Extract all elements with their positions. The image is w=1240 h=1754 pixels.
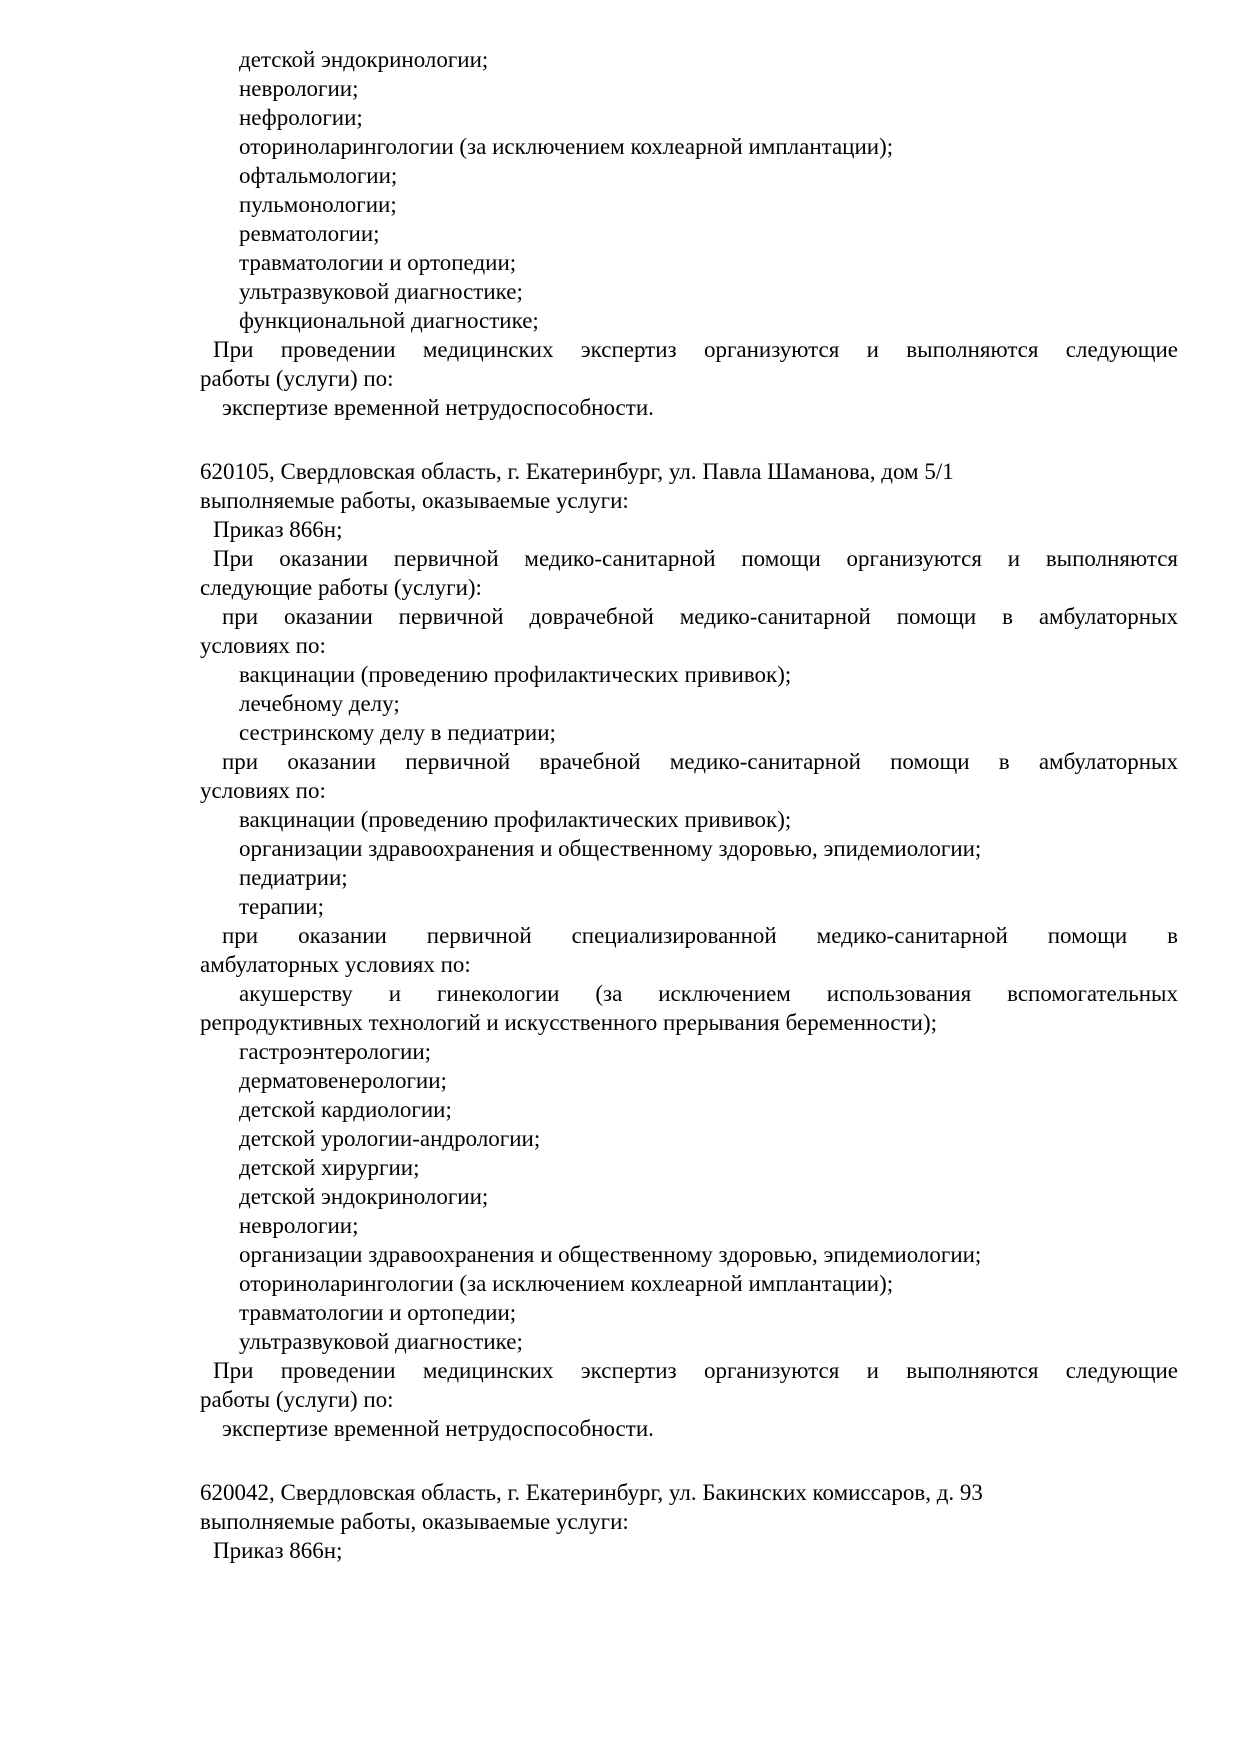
text-line: ультразвуковой диагностике;: [239, 1329, 523, 1354]
text-line: экспертизе временной нетрудоспособности.: [222, 395, 654, 420]
license-text-block: [200, 45, 1178, 1565]
text-line: детской кардиологии;: [239, 1097, 452, 1122]
text-line: 620105, Свердловская область, г. Екатеринбург, ул. Павла Шаманова, дом 5/1: [200, 459, 954, 484]
text-line: детской эндокринологии;: [239, 1184, 489, 1209]
text-line: травматологии и ортопедии;: [239, 250, 517, 275]
text-line: организации здравоохранения и общественному здоровью, эпидемиологии;: [239, 836, 982, 861]
text-line: при оказании первичной специализированной медико-санитарной помощи в: [222, 923, 1178, 948]
text-line: При проведении медицинских экспертиз организуются и выполняются следующие: [213, 337, 1178, 362]
blank-line: [200, 1443, 1178, 1478]
text-line: неврологии;: [239, 1213, 359, 1238]
text-line: репродуктивных технологий и искусственного прерывания беременности);: [200, 1010, 938, 1035]
text-line: детской хирургии;: [239, 1155, 420, 1180]
text-line: экспертизе временной нетрудоспособности.: [222, 1416, 654, 1441]
text-line: при оказании первичной доврачебной медико-санитарной помощи в амбулаторных: [222, 604, 1178, 629]
text-line: Приказ 866н;: [213, 517, 343, 542]
text-line: терапии;: [239, 894, 324, 919]
text-line: При оказании первичной медико-санитарной помощи организуются и выполняются: [213, 546, 1178, 571]
text-line: лечебному делу;: [239, 691, 400, 716]
text-line: амбулаторных условиях по:: [200, 952, 471, 977]
blank-line: [200, 422, 1178, 457]
text-line: сестринскому делу в педиатрии;: [239, 720, 556, 745]
text-line: педиатрии;: [239, 865, 348, 890]
text-line: оториноларингологии (за исключением кохлеарной имплантации);: [239, 134, 894, 159]
text-line: При проведении медицинских экспертиз организуются и выполняются следующие: [213, 1358, 1178, 1383]
text-line: дерматовенерологии;: [239, 1068, 447, 1093]
text-line: функциональной диагностике;: [239, 308, 539, 333]
text-line: выполняемые работы, оказываемые услуги:: [200, 488, 629, 513]
text-line: Приказ 866н;: [213, 1538, 343, 1563]
text-line: офтальмологии;: [239, 163, 398, 188]
text-line: травматологии и ортопедии;: [239, 1300, 517, 1325]
text-line: пульмонологии;: [239, 192, 397, 217]
text-line: работы (услуги) по:: [200, 366, 394, 391]
text-line: ультразвуковой диагностике;: [239, 279, 523, 304]
text-line: детской урологии-андрологии;: [239, 1126, 541, 1151]
text-line: ревматологии;: [239, 221, 380, 246]
text-line: организации здравоохранения и общественному здоровью, эпидемиологии;: [239, 1242, 982, 1267]
text-line: детской эндокринологии;: [239, 47, 489, 72]
text-line: вакцинации (проведению профилактических прививок);: [239, 807, 792, 832]
text-line: оториноларингологии (за исключением кохлеарной имплантации);: [239, 1271, 894, 1296]
text-line: следующие работы (услуги):: [200, 575, 482, 600]
text-line: нефрологии;: [239, 105, 363, 130]
text-line: условиях по:: [200, 633, 326, 658]
text-line: акушерству и гинекологии (за исключением использования вспомогательных: [239, 981, 1178, 1006]
text-line: условиях по:: [200, 778, 326, 803]
text-line: при оказании первичной врачебной медико-санитарной помощи в амбулаторных: [222, 749, 1178, 774]
text-line: 620042, Свердловская область, г. Екатеринбург, ул. Бакинских комиссаров, д. 93: [200, 1480, 983, 1505]
text-line: гастроэнтерологии;: [239, 1039, 432, 1064]
text-line: неврологии;: [239, 76, 359, 101]
text-line: вакцинации (проведению профилактических прививок);: [239, 662, 792, 687]
text-line: выполняемые работы, оказываемые услуги:: [200, 1509, 629, 1534]
text-line: работы (услуги) по:: [200, 1387, 394, 1412]
